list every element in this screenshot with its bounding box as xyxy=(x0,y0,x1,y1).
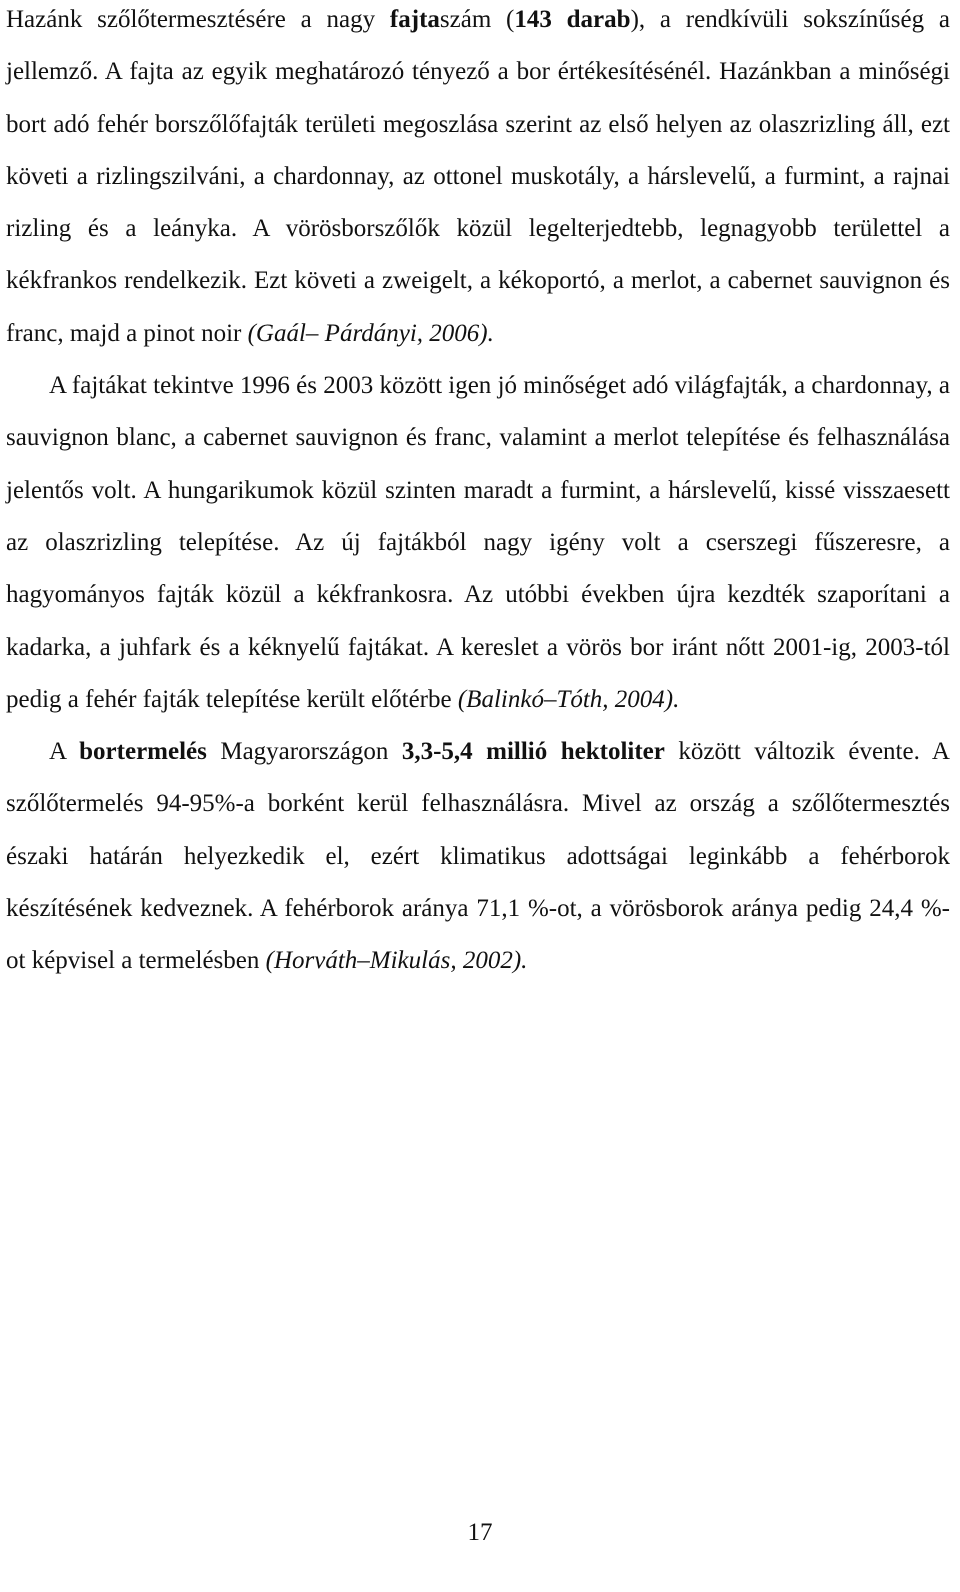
paragraph-planting-trends xyxy=(6,360,950,726)
text-span: Hazánk szőlőtermesztésére a nagy xyxy=(6,6,390,33)
bold-text: 143 darab xyxy=(514,6,631,33)
page-number: 17 xyxy=(467,1519,493,1546)
text-span: szám ( xyxy=(439,6,515,33)
text-span: A fajtákat tekintve 1996 és 2003 között igen jó minőséget adó világfajták, a chardonnay, a sauvignon blanc, a cabernet sauvignon és franc, valamint a merlot telepítése és felhasználása jelentős volt. A hungarikumok közül szinten maradt a furmint, a hárslevelű, kissé visszaesett az olaszrizling telepítése. Az új fajtákból nagy igény volt a cserszegi fűszeresre, a hagyományos fajták közül a kékfrankosra. Az utóbbi években újra kezdték szaporítani a kadarka, a juhfark és a kéknyelű fajtákat. A kereslet a vörös bor iránt nőtt 2001-ig, 2003-tól pedig a fehér fajták telepítése került előtérbe xyxy=(6,372,950,713)
bold-text: bortermelés xyxy=(79,738,207,766)
citation: (Horváth–Mikulás, 2002). xyxy=(265,947,528,975)
citation: (Balinkó–Tóth, 2004). xyxy=(457,685,680,713)
text-span: A xyxy=(49,738,80,766)
document-page xyxy=(6,0,950,988)
citation: (Gaál– Párdányi, 2006). xyxy=(247,319,494,347)
text-span: Magyarországon xyxy=(206,738,402,766)
text-span: között változik évente. A szőlőtermelés 94-95%-a borként kerül felhasználásra. Mivel az ország a szőlőtermesztés északi határán helyezkedik el, ezért klimatikus adottságai leginkább a fehérborok készítésének kedveznek. A fehérborok aránya 71,1 %-ot, a vörösborok aránya pedig 24,4 %-ot képvisel a termelésben xyxy=(6,738,950,975)
bold-text: 3,3-5,4 millió hektoliter xyxy=(401,738,665,766)
bold-text: fajta xyxy=(389,6,440,33)
paragraph-wine-production xyxy=(6,726,950,987)
text-span: ), a rendkívüli sokszínűség a jellemző. A fajta az egyik meghatározó tényező a bor értékesítésénél. Hazánkban a minőségi bort adó fehér borszőlőfajták területi megoszlása szerint az első helyen az olaszrizling áll, ezt követi a rizlingszilváni, a chardonnay, az ottonel muskotály, a hárslevelű, a furmint, a rajnai rizling és a leányka. A vörösborszőlők közül legelterjedtebb, legnagyobb területtel a kékfrankos rendelkezik. Ezt követi a zweigelt, a kékoportó, a merlot, a cabernet sauvignon és franc, majd a pinot noir xyxy=(6,6,950,347)
paragraph-grape-varieties xyxy=(6,0,950,360)
